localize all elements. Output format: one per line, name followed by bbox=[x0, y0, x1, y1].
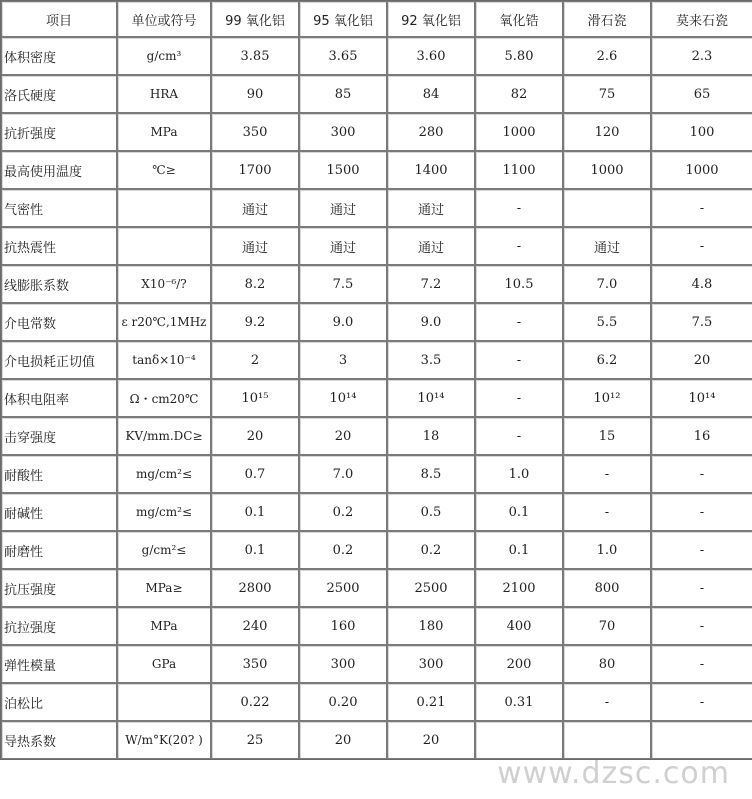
table-row bbox=[1, 645, 752, 683]
value-cell: 25 bbox=[211, 721, 299, 759]
unit-cell: ε r20℃,1MHz bbox=[117, 303, 211, 341]
value-cell: 20 bbox=[387, 721, 475, 759]
value-cell: - bbox=[651, 683, 752, 721]
property-name: 耐酸性 bbox=[1, 455, 117, 493]
unit-cell: MPa≥ bbox=[117, 569, 211, 607]
value-cell: 0.2 bbox=[299, 531, 387, 569]
table-row bbox=[1, 683, 752, 721]
property-name: 最高使用温度 bbox=[1, 151, 117, 189]
value-cell: 84 bbox=[387, 75, 475, 113]
value-cell: - bbox=[475, 341, 563, 379]
value-cell: 300 bbox=[387, 645, 475, 683]
value-cell: 2800 bbox=[211, 569, 299, 607]
value-cell: 350 bbox=[211, 645, 299, 683]
value-cell: 10.5 bbox=[475, 265, 563, 303]
value-cell bbox=[563, 189, 651, 227]
table-row bbox=[1, 341, 752, 379]
unit-cell: MPa bbox=[117, 607, 211, 645]
value-cell: 20 bbox=[211, 417, 299, 455]
unit-cell: MPa bbox=[117, 113, 211, 151]
value-cell: 85 bbox=[299, 75, 387, 113]
unit-cell: W/m°K(20? ) bbox=[117, 721, 211, 759]
value-cell: 65 bbox=[651, 75, 752, 113]
table-row bbox=[1, 227, 752, 265]
value-cell: - bbox=[651, 455, 752, 493]
value-cell: 2 bbox=[211, 341, 299, 379]
value-cell bbox=[475, 721, 563, 759]
unit-cell bbox=[117, 227, 211, 265]
value-cell: - bbox=[475, 227, 563, 265]
value-cell: 20 bbox=[651, 341, 752, 379]
header-cell: 99 氧化铝 bbox=[211, 1, 299, 37]
value-cell: 240 bbox=[211, 607, 299, 645]
value-cell: 6.2 bbox=[563, 341, 651, 379]
value-cell: 1100 bbox=[475, 151, 563, 189]
value-cell: - bbox=[651, 645, 752, 683]
property-name: 介电损耗正切值 bbox=[1, 341, 117, 379]
value-cell: 4.8 bbox=[651, 265, 752, 303]
unit-cell: X10⁻⁶/? bbox=[117, 265, 211, 303]
unit-cell: tanδ×10⁻⁴ bbox=[117, 341, 211, 379]
header-cell: 92 氧化铝 bbox=[387, 1, 475, 37]
value-cell: 0.20 bbox=[299, 683, 387, 721]
value-cell: - bbox=[651, 531, 752, 569]
table-body bbox=[1, 37, 752, 759]
value-cell: 通过 bbox=[299, 227, 387, 265]
value-cell: 20 bbox=[299, 721, 387, 759]
unit-cell: ℃≥ bbox=[117, 151, 211, 189]
value-cell: 100 bbox=[651, 113, 752, 151]
value-cell: 400 bbox=[475, 607, 563, 645]
property-name: 抗拉强度 bbox=[1, 607, 117, 645]
value-cell: 3.65 bbox=[299, 37, 387, 75]
header-cell: 95 氧化铝 bbox=[299, 1, 387, 37]
value-cell: 7.2 bbox=[387, 265, 475, 303]
value-cell: 9.0 bbox=[387, 303, 475, 341]
value-cell: 180 bbox=[387, 607, 475, 645]
value-cell: 8.2 bbox=[211, 265, 299, 303]
value-cell: 3.60 bbox=[387, 37, 475, 75]
value-cell: 2.6 bbox=[563, 37, 651, 75]
value-cell: 1400 bbox=[387, 151, 475, 189]
value-cell: - bbox=[651, 607, 752, 645]
value-cell: 通过 bbox=[211, 227, 299, 265]
property-name: 介电常数 bbox=[1, 303, 117, 341]
table-row bbox=[1, 607, 752, 645]
value-cell: 通过 bbox=[387, 227, 475, 265]
value-cell: 1500 bbox=[299, 151, 387, 189]
table-row bbox=[1, 113, 752, 151]
value-cell: 800 bbox=[563, 569, 651, 607]
value-cell: 3 bbox=[299, 341, 387, 379]
value-cell: 16 bbox=[651, 417, 752, 455]
value-cell: 1.0 bbox=[475, 455, 563, 493]
value-cell: 0.22 bbox=[211, 683, 299, 721]
value-cell: 300 bbox=[299, 113, 387, 151]
value-cell bbox=[651, 721, 752, 759]
table-row bbox=[1, 379, 752, 417]
value-cell: 1000 bbox=[475, 113, 563, 151]
table-row bbox=[1, 75, 752, 113]
property-name: 弹性模量 bbox=[1, 645, 117, 683]
property-name: 洛氏硬度 bbox=[1, 75, 117, 113]
header-cell: 滑石瓷 bbox=[563, 1, 651, 37]
value-cell: - bbox=[651, 189, 752, 227]
unit-cell: g/cm²≤ bbox=[117, 531, 211, 569]
value-cell: 10¹² bbox=[563, 379, 651, 417]
value-cell: - bbox=[475, 417, 563, 455]
value-cell: 1.0 bbox=[563, 531, 651, 569]
property-name: 耐碱性 bbox=[1, 493, 117, 531]
value-cell: 2500 bbox=[299, 569, 387, 607]
value-cell: - bbox=[651, 227, 752, 265]
value-cell: - bbox=[475, 379, 563, 417]
value-cell: - bbox=[651, 569, 752, 607]
value-cell: 0.1 bbox=[475, 493, 563, 531]
property-name: 体积电阻率 bbox=[1, 379, 117, 417]
table-row bbox=[1, 493, 752, 531]
unit-cell bbox=[117, 189, 211, 227]
value-cell: 160 bbox=[299, 607, 387, 645]
table-row bbox=[1, 37, 752, 75]
value-cell: 0.2 bbox=[299, 493, 387, 531]
value-cell: 1700 bbox=[211, 151, 299, 189]
value-cell: 350 bbox=[211, 113, 299, 151]
value-cell: 80 bbox=[563, 645, 651, 683]
header-cell: 莫来石瓷 bbox=[651, 1, 752, 37]
value-cell: - bbox=[475, 303, 563, 341]
table-row bbox=[1, 569, 752, 607]
value-cell: 10¹⁴ bbox=[387, 379, 475, 417]
value-cell: - bbox=[563, 493, 651, 531]
value-cell: 200 bbox=[475, 645, 563, 683]
property-name: 线膨胀系数 bbox=[1, 265, 117, 303]
unit-cell: HRA bbox=[117, 75, 211, 113]
unit-cell: KV/mm.DC≥ bbox=[117, 417, 211, 455]
value-cell: 280 bbox=[387, 113, 475, 151]
value-cell: 75 bbox=[563, 75, 651, 113]
value-cell: 0.31 bbox=[475, 683, 563, 721]
value-cell: 120 bbox=[563, 113, 651, 151]
value-cell: 0.5 bbox=[387, 493, 475, 531]
value-cell: 0.2 bbox=[387, 531, 475, 569]
value-cell: - bbox=[651, 493, 752, 531]
value-cell: 10¹⁴ bbox=[299, 379, 387, 417]
table-row bbox=[1, 265, 752, 303]
value-cell: 2500 bbox=[387, 569, 475, 607]
header-row bbox=[1, 1, 752, 37]
value-cell: 10¹⁵ bbox=[211, 379, 299, 417]
table-row bbox=[1, 721, 752, 759]
header-cell: 单位或符号 bbox=[117, 1, 211, 37]
value-cell: 10¹⁴ bbox=[651, 379, 752, 417]
value-cell: 82 bbox=[475, 75, 563, 113]
value-cell: 1000 bbox=[563, 151, 651, 189]
value-cell: 7.5 bbox=[651, 303, 752, 341]
table-row bbox=[1, 151, 752, 189]
unit-cell: GPa bbox=[117, 645, 211, 683]
value-cell: - bbox=[475, 189, 563, 227]
property-name: 耐磨性 bbox=[1, 531, 117, 569]
value-cell: 通过 bbox=[299, 189, 387, 227]
property-name: 击穿强度 bbox=[1, 417, 117, 455]
property-name: 抗热震性 bbox=[1, 227, 117, 265]
table-row bbox=[1, 531, 752, 569]
value-cell: 3.85 bbox=[211, 37, 299, 75]
value-cell: 7.0 bbox=[563, 265, 651, 303]
value-cell: 通过 bbox=[211, 189, 299, 227]
table-row bbox=[1, 417, 752, 455]
table-row bbox=[1, 455, 752, 493]
value-cell: 1000 bbox=[651, 151, 752, 189]
value-cell: 2100 bbox=[475, 569, 563, 607]
value-cell: 20 bbox=[299, 417, 387, 455]
value-cell: - bbox=[563, 683, 651, 721]
property-name: 抗压强度 bbox=[1, 569, 117, 607]
value-cell: 9.2 bbox=[211, 303, 299, 341]
value-cell: 3.5 bbox=[387, 341, 475, 379]
unit-cell: mg/cm²≤ bbox=[117, 455, 211, 493]
unit-cell bbox=[117, 683, 211, 721]
value-cell: 70 bbox=[563, 607, 651, 645]
value-cell: 0.1 bbox=[211, 531, 299, 569]
property-name: 导热系数 bbox=[1, 721, 117, 759]
value-cell: 通过 bbox=[387, 189, 475, 227]
unit-cell: g/cm³ bbox=[117, 37, 211, 75]
watermark: www.dzsc.com bbox=[497, 756, 730, 791]
header-cell: 氧化锆 bbox=[475, 1, 563, 37]
value-cell: 7.0 bbox=[299, 455, 387, 493]
value-cell: 5.80 bbox=[475, 37, 563, 75]
value-cell: 0.21 bbox=[387, 683, 475, 721]
value-cell: 通过 bbox=[563, 227, 651, 265]
property-name: 气密性 bbox=[1, 189, 117, 227]
value-cell: 8.5 bbox=[387, 455, 475, 493]
value-cell: 0.1 bbox=[211, 493, 299, 531]
value-cell: 9.0 bbox=[299, 303, 387, 341]
property-name: 泊松比 bbox=[1, 683, 117, 721]
value-cell: 18 bbox=[387, 417, 475, 455]
value-cell bbox=[563, 721, 651, 759]
property-name: 抗折强度 bbox=[1, 113, 117, 151]
table-row bbox=[1, 189, 752, 227]
unit-cell: mg/cm²≤ bbox=[117, 493, 211, 531]
property-name: 体积密度 bbox=[1, 37, 117, 75]
value-cell: - bbox=[563, 455, 651, 493]
value-cell: 300 bbox=[299, 645, 387, 683]
value-cell: 0.7 bbox=[211, 455, 299, 493]
table-row bbox=[1, 303, 752, 341]
unit-cell: Ω・cm20℃ bbox=[117, 379, 211, 417]
value-cell: 5.5 bbox=[563, 303, 651, 341]
value-cell: 0.1 bbox=[475, 531, 563, 569]
header-cell: 项目 bbox=[1, 1, 117, 37]
value-cell: 15 bbox=[563, 417, 651, 455]
value-cell: 2.3 bbox=[651, 37, 752, 75]
value-cell: 7.5 bbox=[299, 265, 387, 303]
value-cell: 90 bbox=[211, 75, 299, 113]
